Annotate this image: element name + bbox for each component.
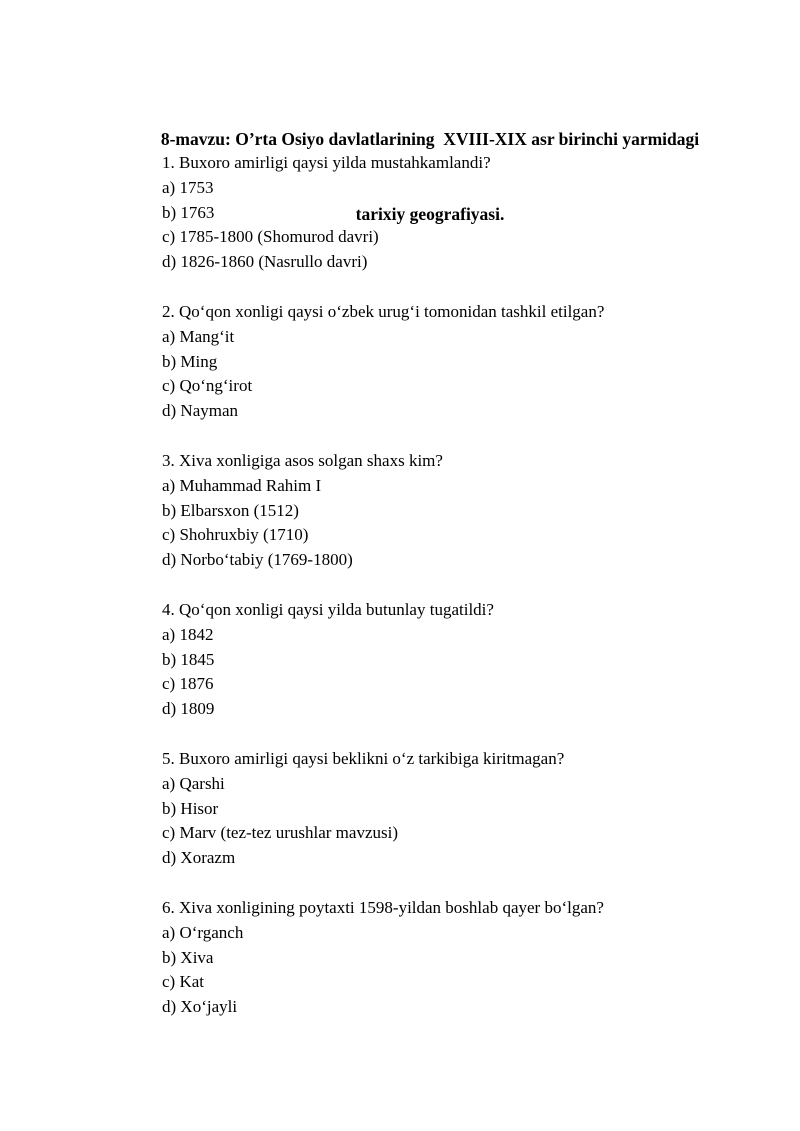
answer-option-d: d) Nayman bbox=[162, 401, 239, 421]
answer-option-b: b) Xiva bbox=[162, 947, 214, 967]
answer-option-b: b) Hisor bbox=[162, 798, 219, 818]
answer-option-c: c) Kat bbox=[162, 972, 205, 992]
answer-option-c: c) 1785-1800 (Shomurod davri) bbox=[162, 227, 379, 247]
answer-option-c: c) Marv (tez-tez urushlar mavzusi) bbox=[162, 823, 398, 843]
question-1 bbox=[162, 151, 762, 275]
question-text: 2. Qo‘qon xonligi qaysi o‘zbek urug‘i tomonidan tashkil etilgan? bbox=[162, 301, 605, 321]
answer-option-b: b) Elbarsxon (1512) bbox=[162, 500, 299, 520]
question-text: 5. Buxoro amirligi qaysi beklikni o‘z tarkibiga kiritmagan? bbox=[162, 748, 565, 768]
answer-option-a: a) Qarshi bbox=[162, 773, 225, 793]
answer-option-a: a) Mang‘it bbox=[162, 326, 235, 346]
answer-option-b: b) 1845 bbox=[162, 649, 215, 669]
answer-option-c: c) Qo‘ng‘irot bbox=[162, 376, 253, 396]
answer-option-d: d) 1826-1860 (Nasrullo davri) bbox=[162, 252, 368, 272]
answer-option-d: d) Xorazm bbox=[162, 848, 236, 868]
title-line-1: 8-mavzu: O’rta Osiyo davlatlarining XVIII-XIX asr birinchi yarmidagi bbox=[160, 129, 700, 149]
question-6 bbox=[162, 896, 762, 1020]
question-text: 1. Buxoro amirligi qaysi yilda mustahkamlandi? bbox=[162, 153, 491, 172]
answer-option-a: a) Muhammad Rahim I bbox=[162, 475, 322, 495]
question-5 bbox=[162, 747, 762, 871]
question-list bbox=[162, 151, 762, 1045]
answer-option-a: a) 1753 bbox=[162, 177, 214, 197]
question-text: 4. Qo‘qon xonligi qaysi yilda butunlay tugatildi? bbox=[162, 599, 494, 619]
answer-option-a: a) O‘rganch bbox=[162, 922, 244, 942]
question-text: 6. Xiva xonligining poytaxti 1598-yildan boshlab qayer bo‘lgan? bbox=[162, 897, 604, 917]
answer-option-d: d) Norbo‘tabiy (1769-1800) bbox=[162, 550, 353, 570]
question-2 bbox=[162, 300, 762, 424]
question-3 bbox=[162, 449, 762, 573]
answer-option-d: d) 1809 bbox=[162, 699, 215, 719]
title-line-2: tarixiy geografiyasi. bbox=[355, 204, 505, 224]
answer-option-b: b) Ming bbox=[162, 351, 218, 371]
answer-option-a: a) 1842 bbox=[162, 624, 214, 644]
answer-option-b: b) 1763 bbox=[162, 202, 215, 222]
answer-option-d: d) Xo‘jayli bbox=[162, 997, 238, 1017]
question-4 bbox=[162, 598, 762, 722]
answer-option-c: c) Shohruxbiy (1710) bbox=[162, 525, 309, 545]
question-text: 3. Xiva xonligiga asos solgan shaxs kim? bbox=[162, 450, 443, 470]
answer-option-c: c) 1876 bbox=[162, 674, 214, 694]
